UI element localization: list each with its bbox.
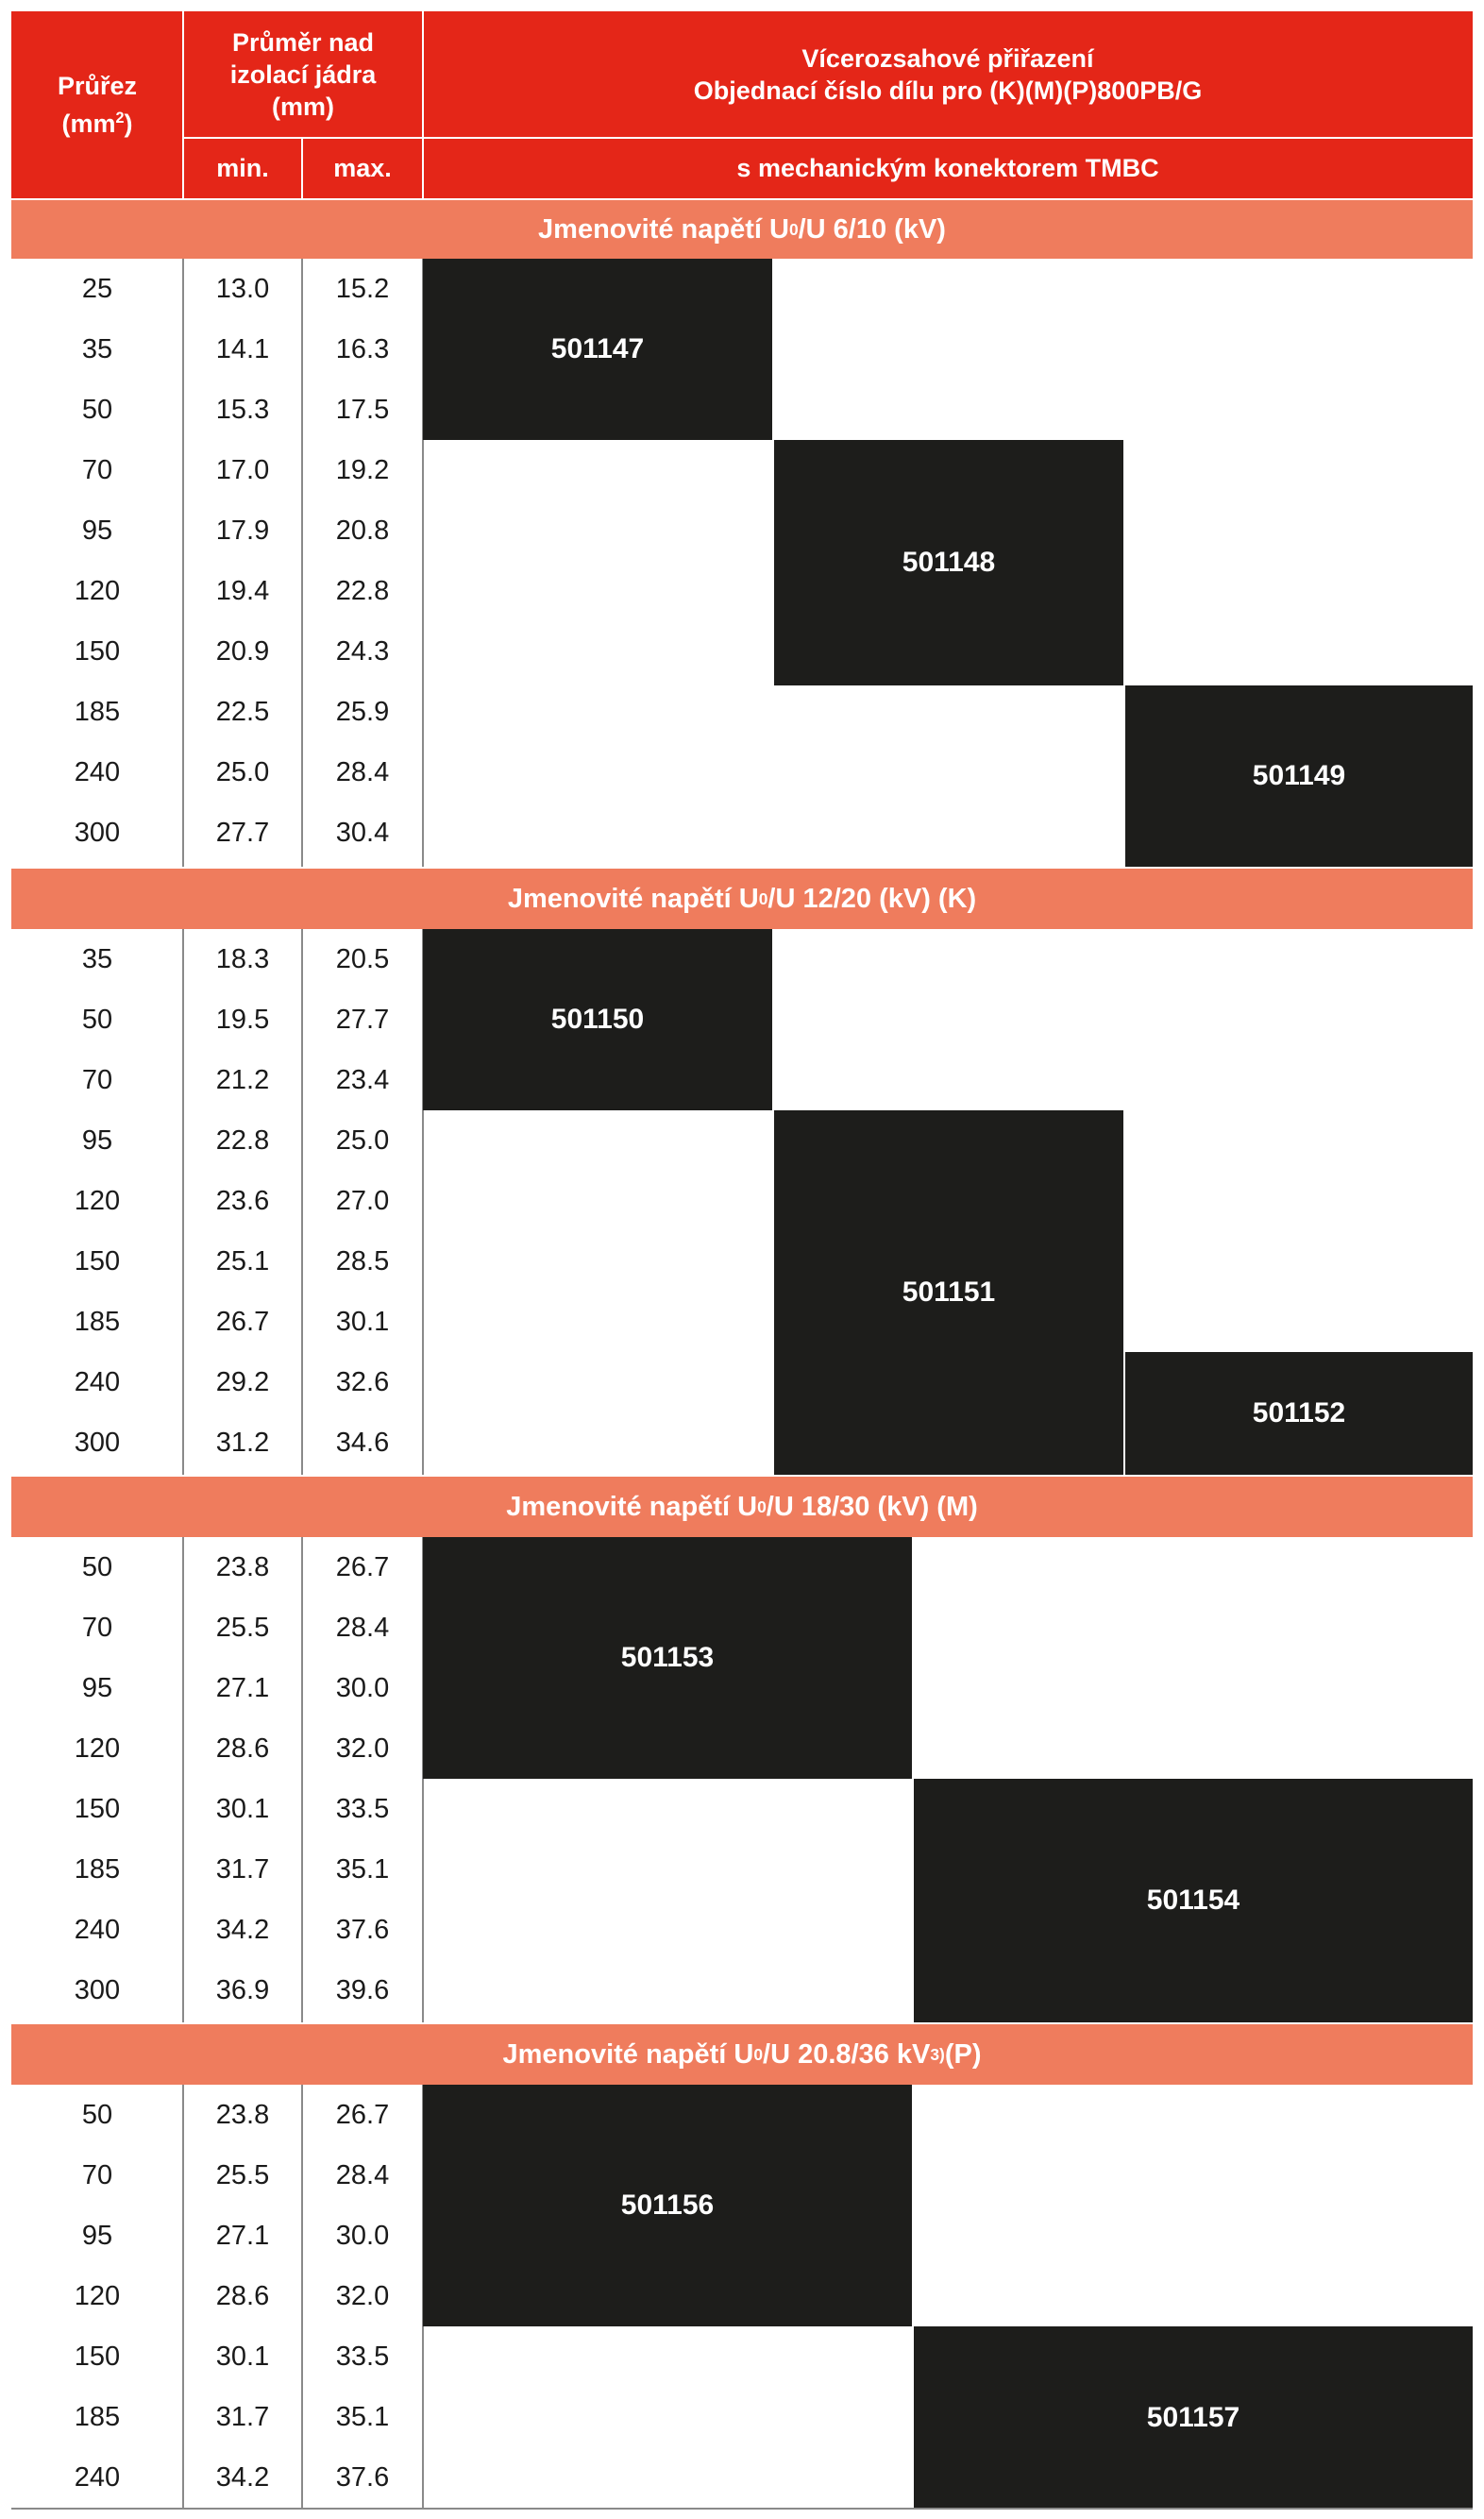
cell-max: 30.4 [335,817,390,848]
cell-cross-section: 185 [74,1853,121,1885]
cell-min: 14.1 [215,333,270,364]
cell-cross-section: 300 [74,1974,121,2005]
cell-max: 25.0 [335,1124,390,1156]
cell-min: 31.7 [215,1853,270,1885]
cell-cross-section: 185 [74,1306,121,1337]
header-divider [422,11,424,198]
part-number-block: 501153 [423,1537,912,1779]
cell-max: 32.0 [335,2280,390,2311]
cell-min: 17.0 [215,454,270,485]
cell-cross-section: 35 [81,333,113,364]
cell-min: 25.5 [215,2159,270,2190]
cell-max: 27.0 [335,1185,390,1216]
cell-cross-section: 240 [74,1914,121,1945]
cell-cross-section: 50 [81,1004,113,1035]
cell-min: 21.2 [215,1064,270,1095]
cell-min: 36.9 [215,1974,270,2005]
cell-min: 34.2 [215,2461,270,2493]
header-assignment-subtitle: Objednací číslo dílu pro (K)(M)(P)800PB/G [693,76,1203,105]
cell-max: 28.4 [335,1612,390,1643]
cell-min: 13.0 [215,273,270,304]
cell-cross-section: 185 [74,2401,121,2432]
part-number-block: 501147 [423,259,772,440]
cell-min: 27.1 [215,2220,270,2251]
cell-max: 26.7 [335,2099,390,2130]
cell-cross-section: 150 [74,1793,121,1824]
cell-min: 30.1 [215,1793,270,1824]
cell-cross-section: 150 [74,635,121,667]
header-diameter-line2: izolací jádra [229,60,377,89]
cell-min: 22.8 [215,1124,270,1156]
cell-max: 20.5 [335,943,390,974]
cell-max: 28.4 [335,2159,390,2190]
cell-max: 25.9 [335,696,390,727]
cell-max: 28.4 [335,756,390,787]
cell-cross-section: 95 [81,1124,113,1156]
cell-min: 17.9 [215,515,270,546]
cell-min: 23.8 [215,1551,270,1582]
cell-max: 26.7 [335,1551,390,1582]
cell-cross-section: 150 [74,1245,121,1276]
cell-cross-section: 70 [81,1064,113,1095]
cell-min: 25.0 [215,756,270,787]
header-connector: s mechanickým konektorem TMBC [423,138,1473,198]
cell-cross-section: 95 [81,2220,113,2251]
cell-min: 15.3 [215,394,270,425]
cell-max: 32.0 [335,1733,390,1764]
cell-min: 28.6 [215,2280,270,2311]
cell-min: 20.9 [215,635,270,667]
part-number-block: 501154 [914,1779,1473,2022]
cell-max: 32.6 [335,1366,390,1397]
cell-min: 23.6 [215,1185,270,1216]
cell-cross-section: 150 [74,2341,121,2372]
header-min: min. [183,138,302,198]
cell-cross-section: 25 [81,273,113,304]
header-cross-section [11,11,183,198]
cell-max: 15.2 [335,273,390,304]
part-number-block: 501150 [423,929,772,1110]
cell-max: 39.6 [335,1974,390,2005]
header-divider [183,137,1473,139]
cell-cross-section: 50 [81,2099,113,2130]
cell-max: 37.6 [335,2461,390,2493]
cell-max: 27.7 [335,1004,390,1035]
header-cross-section-unit: $(mm^2)$ [61,110,133,138]
part-number-block: 501148 [774,440,1123,685]
cell-min: 27.7 [215,817,270,848]
cell-cross-section: 120 [74,2280,121,2311]
header-divider [301,138,303,198]
cell-min: 31.2 [215,1427,270,1458]
table-bottom-rule [11,2508,1473,2510]
header-assignment [423,11,1473,138]
cell-cross-section: 50 [81,1551,113,1582]
cell-min: 19.5 [215,1004,270,1035]
cell-cross-section: 120 [74,575,121,606]
cell-max: 33.5 [335,2341,390,2372]
header-diameter-line1: Průměr nad [231,28,375,57]
part-number-block: 501157 [914,2326,1473,2510]
cell-max: 30.0 [335,2220,390,2251]
cell-cross-section: 300 [74,817,121,848]
part-number-block: 501156 [423,2085,912,2326]
cell-cross-section: 240 [74,2461,121,2493]
cell-max: 24.3 [335,635,390,667]
cell-max: 37.6 [335,1914,390,1945]
part-number-block: 501152 [1125,1352,1473,1475]
header-max: max. [302,138,423,198]
cell-cross-section: 300 [74,1427,121,1458]
cell-min: 25.5 [215,1612,270,1643]
cell-cross-section: 120 [74,1733,121,1764]
cell-min: 34.2 [215,1914,270,1945]
cell-max: 22.8 [335,575,390,606]
cell-min: 18.3 [215,943,270,974]
section-title: Jmenovité napětí U 0 /U 20.8/36 kV 3) (P) [11,2024,1473,2085]
cell-cross-section: 70 [81,2159,113,2190]
cell-max: 28.5 [335,1245,390,1276]
cell-cross-section: 50 [81,394,113,425]
cell-cross-section: 95 [81,1672,113,1703]
cell-max: 35.1 [335,2401,390,2432]
header-divider [182,11,184,198]
cell-max: 23.4 [335,1064,390,1095]
cell-max: 30.0 [335,1672,390,1703]
cell-cross-section: 70 [81,1612,113,1643]
cell-max: 34.6 [335,1427,390,1458]
cell-cross-section: 240 [74,1366,121,1397]
part-number-block: 501149 [1125,685,1473,867]
cell-max: 17.5 [335,394,390,425]
cell-min: 26.7 [215,1306,270,1337]
cell-max: 33.5 [335,1793,390,1824]
cell-max: 35.1 [335,1853,390,1885]
cell-min: 22.5 [215,696,270,727]
cell-min: 27.1 [215,1672,270,1703]
cell-min: 29.2 [215,1366,270,1397]
cell-min: 19.4 [215,575,270,606]
cell-min: 31.7 [215,2401,270,2432]
part-number-block: 501151 [774,1110,1123,1475]
cell-cross-section: 70 [81,454,113,485]
cell-cross-section: 240 [74,756,121,787]
cell-min: 30.1 [215,2341,270,2372]
cell-cross-section: 95 [81,515,113,546]
cell-max: 30.1 [335,1306,390,1337]
cell-min: 28.6 [215,1733,270,1764]
cell-max: 16.3 [335,333,390,364]
cell-max: 20.8 [335,515,390,546]
cell-min: 23.8 [215,2099,270,2130]
header-diameter [183,11,423,138]
cell-cross-section: 120 [74,1185,121,1216]
cell-min: 25.1 [215,1245,270,1276]
section-title: Jmenovité napětí U 0 /U 12/20 (kV) (K) [11,869,1473,929]
section-title: Jmenovité napětí U 0 /U 18/30 (kV) (M) [11,1477,1473,1537]
cell-cross-section: 185 [74,696,121,727]
header-assignment-title: Vícerozsahové přiřazení [801,44,1094,73]
cell-max: 19.2 [335,454,390,485]
cell-cross-section: 35 [81,943,113,974]
section-title: Jmenovité napětí U 0 /U 6/10 (kV) [11,200,1473,259]
header-cross-section-label: Průřez [57,72,138,100]
header-diameter-unit: (mm) [272,93,334,121]
